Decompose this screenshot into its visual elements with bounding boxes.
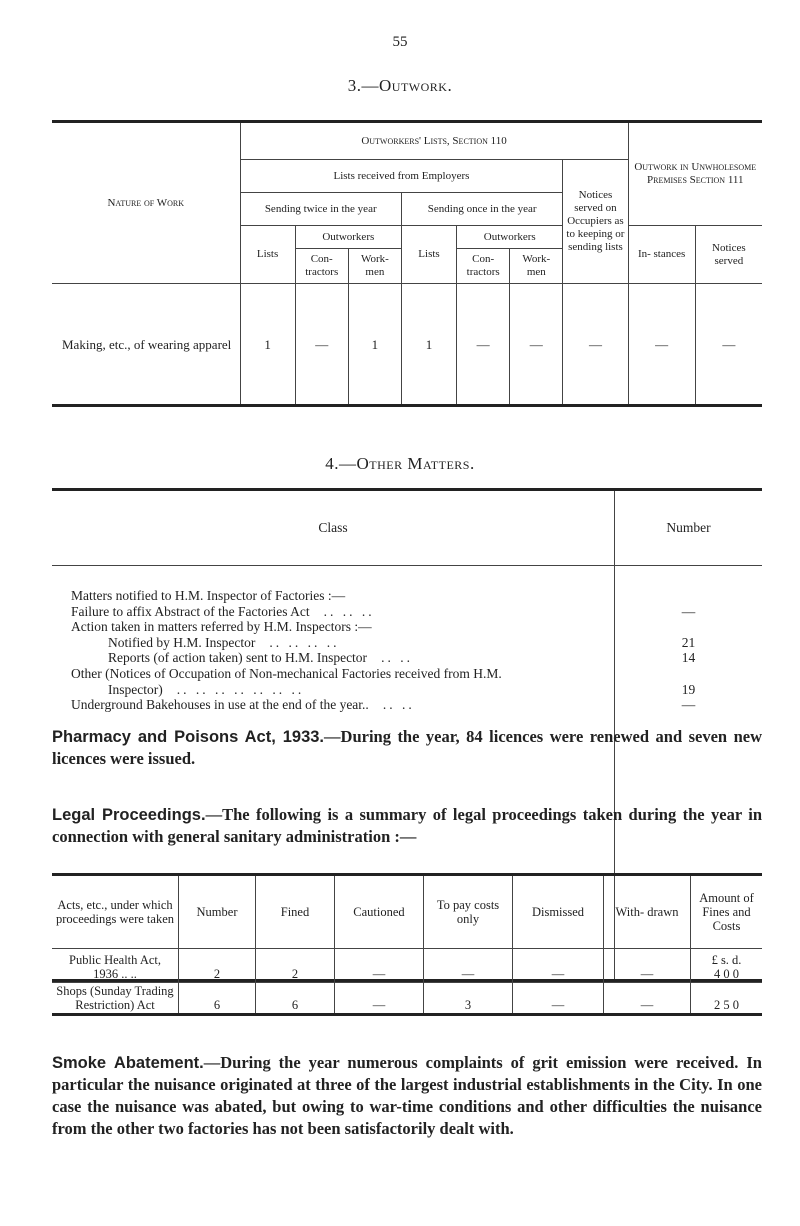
- other-matters-line-text: Underground Bakehouses in use at the end of the year..: [71, 697, 369, 713]
- legal-table: [52, 873, 762, 1016]
- other-matters-line: [53, 635, 613, 651]
- header-notices-served: Notices served: [695, 226, 762, 284]
- legal-dismissed-1: —: [513, 949, 604, 983]
- table-row: [52, 284, 762, 406]
- leader-dots: .. .. ..: [323, 603, 375, 619]
- other-matters-line: [53, 588, 613, 604]
- legal-cautioned-1: —: [335, 949, 424, 983]
- other-matters-line: [53, 650, 613, 666]
- currency-header: £ s. d.: [711, 953, 742, 967]
- row-nature: Making, etc., of wearing apparel: [52, 284, 240, 406]
- header-fined: Fined: [256, 875, 335, 949]
- legal-dismissed-2: —: [513, 983, 604, 1015]
- smoke-text: —During the year numerous complaints of grit emission were received. In particular the nuisance originated at three of the largest industrial establishments in the City. In one case the nuisance was abated, but owing to war-time conditions and other difficulties the nuisance from the other two factories has not been satisfactorily dealt with.: [52, 1053, 762, 1138]
- legal-amount-1: [691, 949, 763, 983]
- header-once-lists: Lists: [401, 226, 456, 284]
- table-row: [52, 949, 762, 983]
- other-matters-number: 19: [681, 681, 696, 697]
- other-matters-number: [616, 619, 761, 635]
- other-matters-number: 14: [681, 650, 696, 666]
- other-matters-title: [0, 454, 800, 474]
- legal-text: —The following is a summary of legal proceedings taken during the year in connection with general sanitary administration :—: [52, 805, 762, 846]
- other-matters-line: [53, 619, 613, 635]
- legal-costs-2: 3: [424, 983, 513, 1015]
- table-row: [52, 983, 762, 1015]
- other-matters-title-text: Other Matters.: [356, 454, 475, 473]
- legal-costs-1: —: [424, 949, 513, 983]
- row-once-workmen: —: [510, 284, 563, 406]
- pharmacy-paragraph: [52, 726, 762, 770]
- smoke-heading: Smoke Abatement.: [52, 1054, 204, 1072]
- legal-paragraph: [52, 804, 762, 848]
- legal-withdrawn-1: —: [604, 949, 691, 983]
- other-matters-line-text: Inspector): [108, 681, 163, 697]
- leader-dots: .. ..: [381, 650, 413, 666]
- leader-dots: .. .. .. ..: [269, 634, 340, 650]
- outwork-table: [52, 120, 762, 407]
- other-matters-line-text: Failure to affix Abstract of the Factories Act: [71, 603, 310, 619]
- outwork-title-text: Outwork.: [379, 76, 453, 95]
- other-matters-line-text: Matters notified to H.M. Inspector of Factories :—: [71, 588, 346, 603]
- other-matters-line-text: Reports (of action taken) sent to H.M. Inspector: [108, 650, 368, 666]
- leader-dots: .. ..: [382, 697, 415, 713]
- pharmacy-text: —During the year, 84 licences were renewed and seven new licences were issued.: [52, 727, 762, 768]
- legal-fined-1: 2: [256, 949, 335, 983]
- row-once-lists: 1: [401, 284, 456, 406]
- other-matters-line: [53, 666, 613, 682]
- leader-dots: .. .. .. .. .. .. ..: [176, 681, 305, 697]
- header-cautioned: Cautioned: [335, 875, 424, 949]
- other-matters-number: [616, 588, 761, 604]
- other-matters-line: [53, 604, 613, 620]
- legal-amount-1-value: 4 0 0: [714, 967, 739, 981]
- other-matters-number: [616, 666, 761, 682]
- header-acts: Acts, etc., under which proceedings were taken: [52, 875, 179, 949]
- legal-withdrawn-2: —: [604, 983, 691, 1015]
- legal-fined-2: 6: [256, 983, 335, 1015]
- other-matters-line: [53, 697, 613, 713]
- other-matters-line-text: Notified by H.M. Inspector: [108, 634, 256, 650]
- legal-amount-2: 2 5 0: [691, 983, 763, 1015]
- row-twice-lists: 1: [240, 284, 295, 406]
- other-matters-line-text: Other (Notices of Occupation of Non-mechanical Factories received from H.M.: [71, 665, 502, 681]
- row-twice-workmen: 1: [348, 284, 401, 406]
- header-notices-occupiers: Notices served on Occupiers as to keeping or sending lists: [563, 160, 628, 284]
- header-twice-workmen: Work- men: [348, 249, 401, 284]
- other-matters-number: 21: [681, 634, 696, 650]
- header-legal-number: Number: [179, 875, 256, 949]
- header-sending-once: Sending once in the year: [401, 193, 562, 226]
- header-lists-received: Lists received from Employers: [240, 160, 563, 193]
- header-twice-contractors: Con- tractors: [295, 249, 348, 284]
- legal-act-2: Shops (Sunday Trading Restriction) Act: [52, 983, 179, 1015]
- row-once-contractors: —: [457, 284, 510, 406]
- header-class: Class: [52, 490, 615, 566]
- other-matters-line-text: Action taken in matters referred by H.M. Inspectors :—: [71, 619, 372, 635]
- outwork-title-number: 3.—: [347, 76, 380, 95]
- header-twice-lists: Lists: [240, 226, 295, 284]
- other-matters-title-number: 4.—: [325, 454, 357, 473]
- other-matters-line: [53, 682, 613, 698]
- header-twice-outworkers: Outworkers: [295, 226, 401, 249]
- header-to-pay-costs: To pay costs only: [424, 875, 513, 949]
- header-outworkers-lists: Outworkers' Lists, Section 110: [240, 122, 628, 160]
- smoke-paragraph: [52, 1052, 762, 1140]
- row-occupiers-notices: —: [563, 284, 628, 406]
- header-amount: Amount of Fines and Costs: [691, 875, 763, 949]
- header-instances: In- stances: [628, 226, 695, 284]
- header-withdrawn: With- drawn: [604, 875, 691, 949]
- header-dismissed: Dismissed: [513, 875, 604, 949]
- header-unwholesome-premises: Outwork in Unwholesome Premises Section 111: [628, 122, 762, 226]
- header-once-contractors: Con- tractors: [457, 249, 510, 284]
- row-instances: —: [628, 284, 695, 406]
- header-number: Number: [615, 490, 763, 566]
- other-matters-number: —: [681, 603, 696, 619]
- header-sending-twice: Sending twice in the year: [240, 193, 401, 226]
- legal-heading: Legal Proceedings.: [52, 806, 206, 824]
- pharmacy-heading: Pharmacy and Poisons Act, 1933.: [52, 728, 325, 746]
- page-number: 55: [392, 34, 408, 50]
- legal-act-1: Public Health Act, 1936 .. ..: [52, 949, 179, 983]
- row-notices: —: [695, 284, 762, 406]
- legal-number-1: 2: [179, 949, 256, 983]
- header-nature-of-work: Nature of Work: [52, 122, 240, 284]
- header-once-outworkers: Outworkers: [457, 226, 563, 249]
- legal-number-2: 6: [179, 983, 256, 1015]
- row-twice-contractors: —: [295, 284, 348, 406]
- other-matters-number: —: [681, 697, 696, 713]
- outwork-title: [0, 76, 800, 96]
- legal-cautioned-2: —: [335, 983, 424, 1015]
- header-once-workmen: Work- men: [510, 249, 563, 284]
